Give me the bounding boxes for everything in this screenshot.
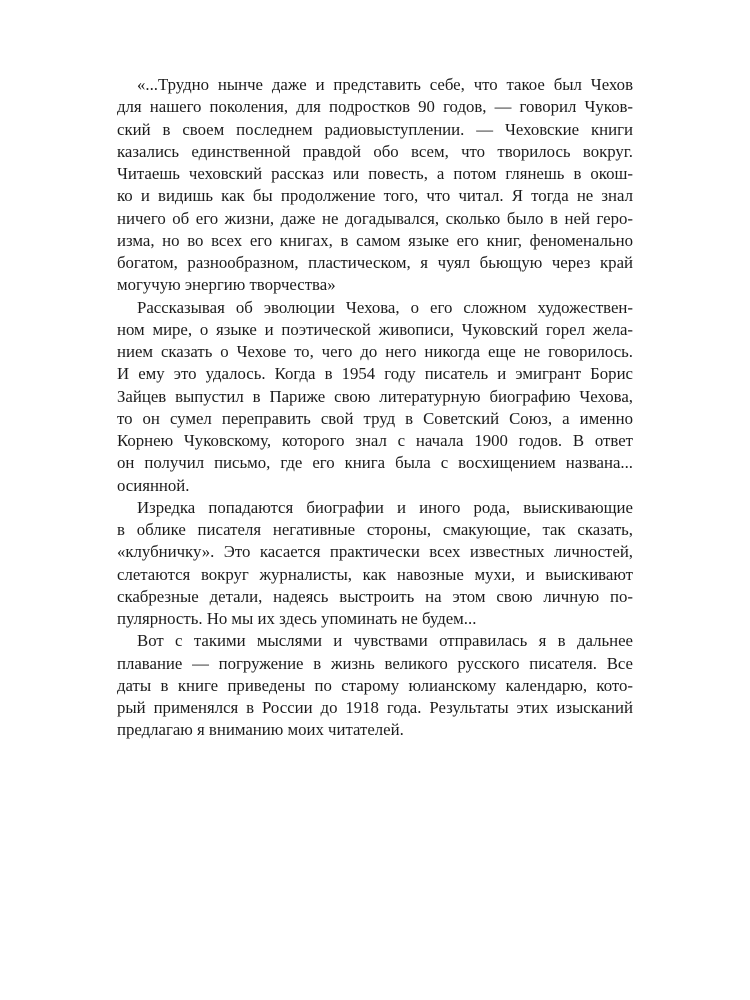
text-line: Изредка попадаются биографии и иного рода, выискивающие <box>137 497 633 517</box>
text-line: скабрезные детали, надеясь выстроить на этом свою личную по- <box>117 586 633 606</box>
paragraph-2 <box>117 297 633 497</box>
text-line: Рассказывая об эволюции Чехова, о его сложном художествен- <box>137 297 633 317</box>
text-line: даты в книге приведены по старому юлианскому календарю, кото- <box>117 675 633 695</box>
text-line: Вот с такими мыслями и чувствами отправилась я в дальнее <box>137 631 633 651</box>
text-line: казались единственной правдой обо всем, что творилось вокруг. <box>117 141 633 161</box>
paragraph-4 <box>117 630 633 741</box>
paragraph-3 <box>117 497 633 631</box>
text-line: И ему это удалось. Когда в 1954 году писатель и эмигрант Борис <box>117 364 633 384</box>
text-line: осиянной. <box>117 475 190 495</box>
text-line: ко и видишь как бы продолжение того, что читал. Я тогда не знал <box>117 186 633 206</box>
text-line: нием сказать о Чехове то, чего до него никогда еще не говорилось. <box>117 342 633 361</box>
text-line: богатом, разнообразном, пластическом, я чуял бьющую через край <box>117 253 633 272</box>
text-line: то он сумел переправить свой труд в Советский Союз, а именно <box>117 408 633 428</box>
text-line: Корнею Чуковскому, которого знал с начала 1900 годов. В ответ <box>117 431 633 450</box>
text-line: плавание — погружение в жизнь великого русского писателя. Все <box>117 653 633 673</box>
text-line: слетаются вокруг журналисты, как навозные мухи, и выискивают <box>117 564 633 584</box>
text-line: могучую энергию творчества» <box>117 275 336 295</box>
text-line: он получил письмо, где его книга была с восхищением названа... <box>117 453 633 473</box>
text-line: ном мире, о языке и поэтической живописи, Чуковский горел жела- <box>117 319 633 339</box>
body-text <box>117 74 633 742</box>
text-line: в облике писателя негативные стороны, смакующие, так сказать, <box>117 520 633 539</box>
text-line: изма, но во всех его книгах, в самом языке его книг, феноменально <box>117 230 633 250</box>
text-line: пулярность. Но мы их здесь упоминать не будем... <box>117 609 477 628</box>
text-line: «клубничку». Это касается практически всех известных личностей, <box>117 542 633 562</box>
text-line: Читаешь чеховский рассказ или повесть, а потом глянешь в окош- <box>117 164 633 183</box>
text-line: Зайцев выпустил в Париже свою литературную биографию Чехова, <box>117 386 633 406</box>
text-line: рый применялся в России до 1918 года. Результаты этих изысканий <box>117 698 633 717</box>
paragraph-1 <box>117 74 633 297</box>
text-line: ничего об его жизни, даже не догадывался, сколько было в ней геро- <box>117 208 633 228</box>
text-line: предлагаю я вниманию моих читателей. <box>117 720 404 740</box>
text-line: для нашего поколения, для подростков 90 годов, — говорил Чуков- <box>117 97 633 117</box>
text-line: ский в своем последнем радиовыступлении. — Чеховские книги <box>117 119 633 139</box>
text-line: «...Трудно нынче даже и представить себе, что такое был Чехов <box>137 75 633 94</box>
